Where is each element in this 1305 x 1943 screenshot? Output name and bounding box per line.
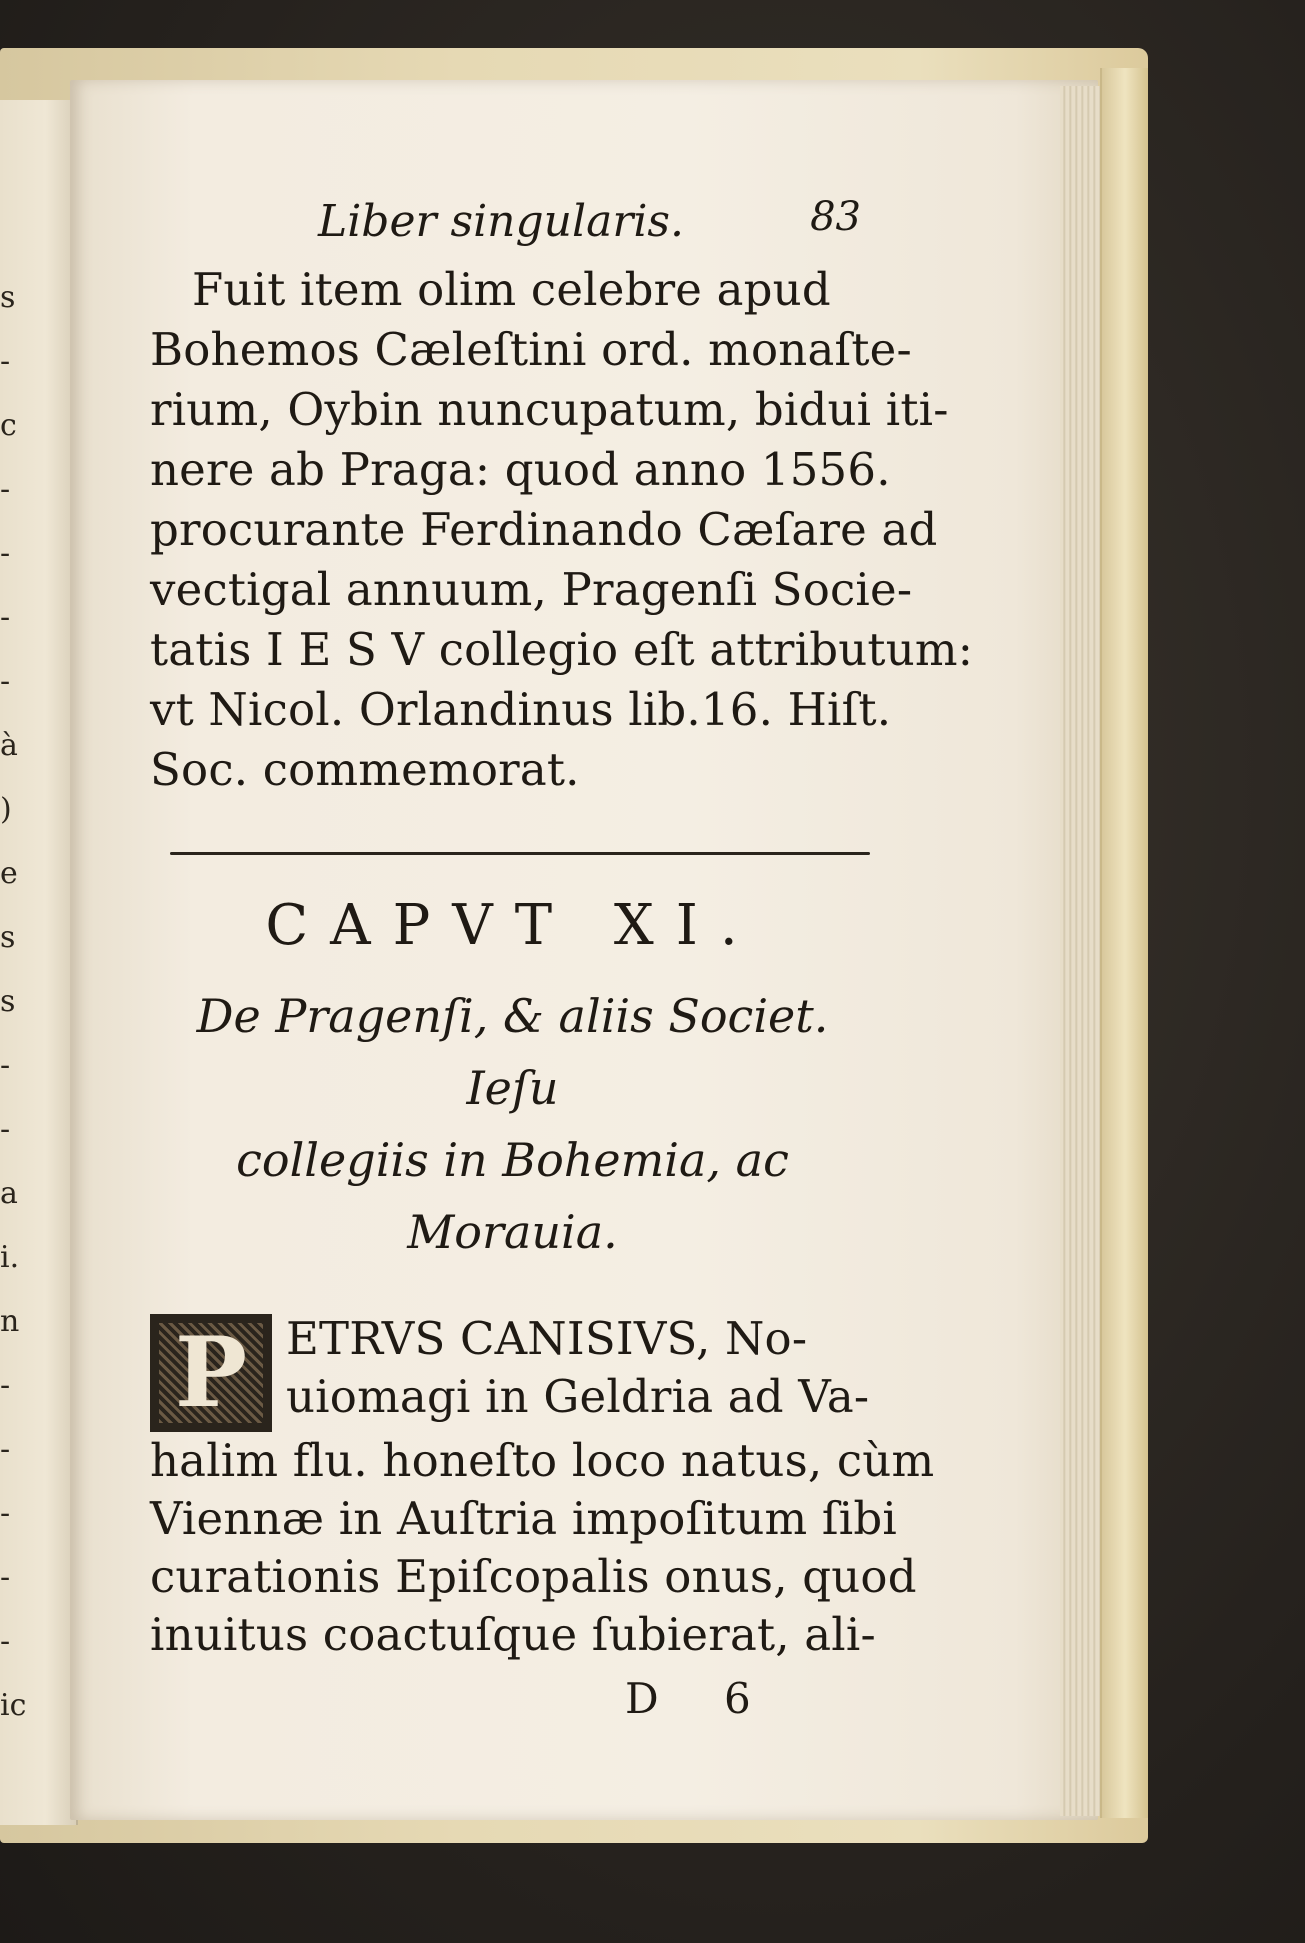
facing-page-letter: - bbox=[0, 1112, 11, 1147]
page-number: 83 bbox=[810, 194, 861, 240]
facing-page-letter: i. bbox=[0, 1240, 20, 1275]
facing-page-letter: - bbox=[0, 600, 11, 635]
facing-page-letter: à bbox=[0, 728, 18, 763]
text-line: Bohemos Cæleſtini ord. monaſte- bbox=[150, 323, 912, 376]
facing-page-letter: s bbox=[0, 984, 16, 1019]
chapter-heading: CAPVT XI. bbox=[265, 893, 760, 958]
initial-letter: P bbox=[174, 1316, 248, 1429]
facing-page-letter: e bbox=[0, 856, 18, 891]
page-text-block bbox=[150, 190, 974, 1723]
facing-page-letter: - bbox=[0, 1432, 11, 1467]
paragraph-1 bbox=[150, 260, 974, 800]
facing-page-letter: - bbox=[0, 472, 11, 507]
text-line: inuitus coactuſque ſubierat, ali- bbox=[150, 1608, 876, 1661]
facing-page-letter: - bbox=[0, 1560, 11, 1595]
facing-page-letter: - bbox=[0, 1624, 11, 1659]
text-line: Fuit item olim celebre apud bbox=[192, 263, 831, 316]
facing-page-letter: - bbox=[0, 1368, 11, 1403]
facing-page-letter: - bbox=[0, 664, 11, 699]
facing-page-letter: s bbox=[0, 920, 16, 955]
facing-page-letter: c bbox=[0, 408, 17, 443]
text-line: uiomagi in Geldria ad Va- bbox=[286, 1370, 870, 1423]
text-line: halim flu. honeſto loco natus, cùm bbox=[150, 1434, 935, 1487]
paragraph-2 bbox=[150, 1310, 935, 1664]
facing-page-letter: n bbox=[0, 1304, 20, 1339]
text-line: Viennæ in Auſtria impoſitum ſibi bbox=[150, 1492, 897, 1545]
horizontal-rule bbox=[170, 852, 870, 855]
decorated-initial bbox=[150, 1314, 272, 1432]
running-header bbox=[150, 190, 875, 260]
cover-edge bbox=[1100, 68, 1148, 1818]
facing-page-letter: a bbox=[0, 1176, 18, 1211]
facing-page-letter: ic bbox=[0, 1688, 27, 1723]
facing-page-letter: - bbox=[0, 536, 11, 571]
text-line: curationis Epiſcopalis onus, quod bbox=[150, 1550, 917, 1603]
page-stack bbox=[1060, 86, 1100, 1816]
facing-page-letter: - bbox=[0, 1496, 11, 1531]
text-line: Soc. commemorat. bbox=[150, 743, 580, 796]
facing-page-letter: - bbox=[0, 1048, 11, 1083]
left-page-edge bbox=[0, 100, 78, 1825]
signature-mark: D 6 bbox=[625, 1674, 777, 1723]
chapter-subtitle bbox=[150, 980, 875, 1268]
running-title: Liber singularis. bbox=[318, 196, 684, 247]
text-line: rium, Oybin nuncupatum, bidui iti- bbox=[150, 383, 949, 436]
text-line: vectigal annuum, Pragenſi Socie- bbox=[150, 563, 913, 616]
facing-page-letter: s bbox=[0, 280, 16, 315]
text-line: procurante Ferdinando Cæſare ad bbox=[150, 503, 938, 556]
text-line: nere ab Praga: quod anno 1556. bbox=[150, 443, 891, 496]
facing-page-letter: - bbox=[0, 344, 11, 379]
subtitle-line: Morauia. bbox=[407, 1205, 618, 1259]
text-line: tatis I E S V collegio eſt attributum: bbox=[150, 623, 974, 676]
text-line: vt Nicol. Orlandinus lib.16. Hiſt. bbox=[150, 683, 892, 736]
text-line: ETRVS CANISIVS, No- bbox=[286, 1312, 808, 1365]
subtitle-line: collegiis in Bohemia, ac bbox=[236, 1133, 789, 1187]
subtitle-line: De Pragenſi, & aliis Societ. Ieſu bbox=[196, 989, 829, 1115]
facing-page-letter: ) bbox=[0, 792, 12, 827]
